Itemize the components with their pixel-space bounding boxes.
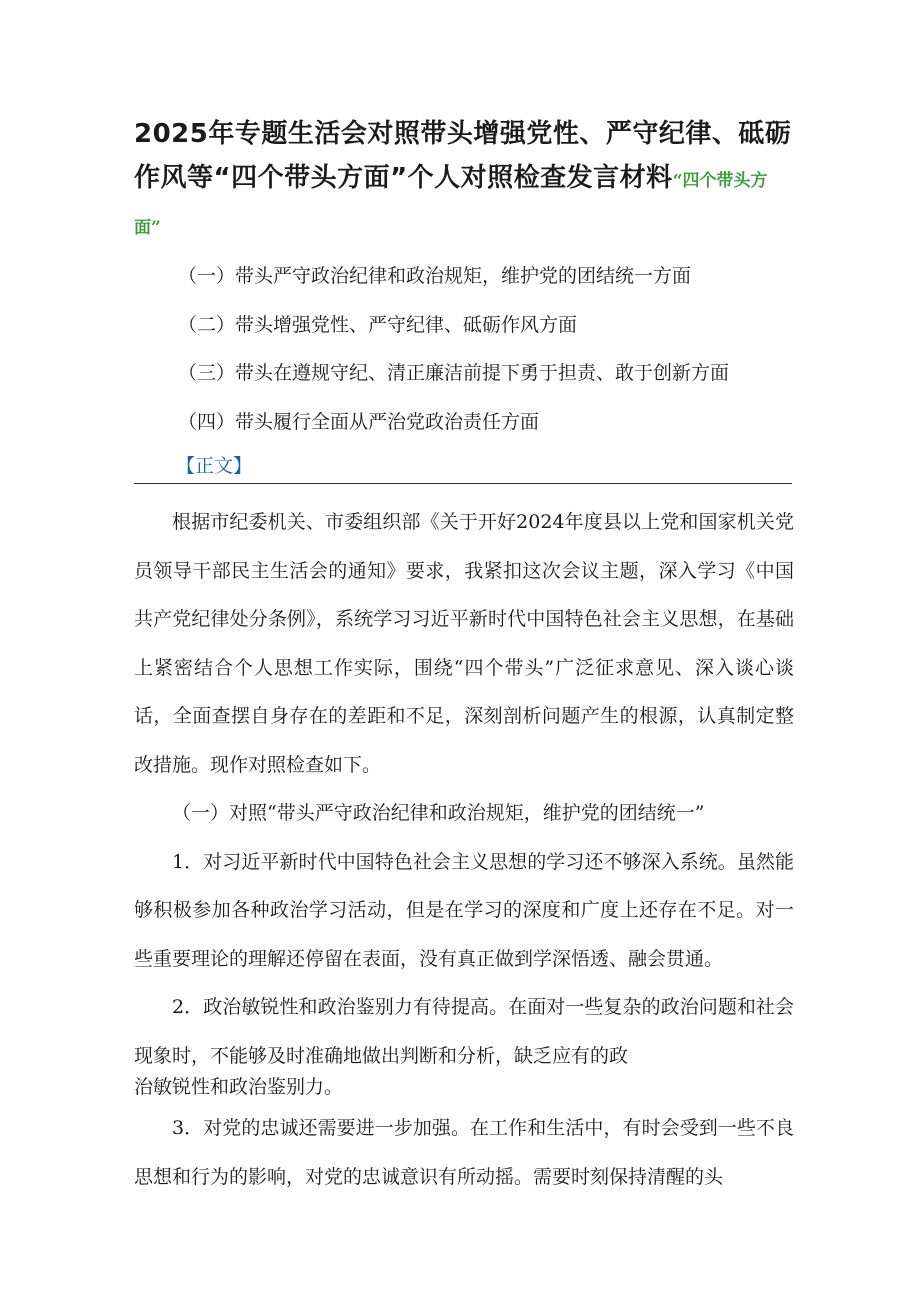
section-divider — [134, 483, 792, 484]
title-tag: “四个带头方面” — [134, 171, 768, 238]
toc-item[interactable]: （一）带头严守政治纪律和政治规矩，维护党的团结统一方面 — [178, 265, 692, 287]
item2-main-text: 2．政治敏锐性和政治鉴别力有待提高。在面对一些复杂的政治问题和社会现象时，不能够及时准确地做出判断和分析，缺乏应有的政 — [134, 996, 794, 1067]
list-item-paragraph — [134, 983, 794, 1104]
table-of-contents — [178, 252, 798, 446]
intro-paragraph: 根据市纪委机关、市委组织部《关于开好2024年度县以上党和国家机关党员领导干部民主生活会的通知》要求，我紧扣这次会议主题，深入学习《中国共产党纪律处分条例》，系统学习习近平新时代中国特色社会主义思想，在基础上紧密结合个人思想工作实际，围绕“四个带头”广泛征求意见、深入谈心谈话，全面查摆自身存在的差距和不足，深刻剖析问题产生的根源，认真制定整改措施。现作对照检查如下。 — [134, 511, 794, 776]
body-section-label: 【正文】 — [176, 455, 253, 477]
item2-tail-text: 治敏锐性和政治鉴别力。 — [134, 1076, 344, 1098]
list-item-paragraph: 3．对党的忠诚还需要进一步加强。在工作和生活中，有时会受到一些不良思想和行为的影响，对党的忠诚意识有所动摇。需要时刻保持清醒的头 — [134, 1117, 794, 1188]
toc-item[interactable]: （二）带头增强党性、严守纪律、砥砺作风方面 — [178, 313, 578, 336]
section-heading: （一）对照“带头严守政治纪律和政治规矩，维护党的团结统一” — [172, 802, 705, 824]
document-title — [134, 112, 794, 250]
title-main: 2025年专题生活会对照带头增强党性、严守纪律、砥砺作风等“四个带头方面”个人对照检查发言材料 — [134, 119, 792, 193]
document-body — [134, 498, 794, 1201]
toc-item[interactable]: （四）带头履行全面从严治党政治责任方面 — [178, 410, 540, 433]
toc-item[interactable]: （三）带头在遵规守纪、清正廉洁前提下勇于担责、敢于创新方面 — [178, 362, 730, 384]
list-item-paragraph: 1．对习近平新时代中国特色社会主义思想的学习还不够深入系统。虽然能够积极参加各种政治学习活动，但是在学习的深度和广度上还存在不足。对一些重要理论的理解还停留在表面，没有真正做到学深悟透、融会贯通。 — [134, 850, 794, 970]
